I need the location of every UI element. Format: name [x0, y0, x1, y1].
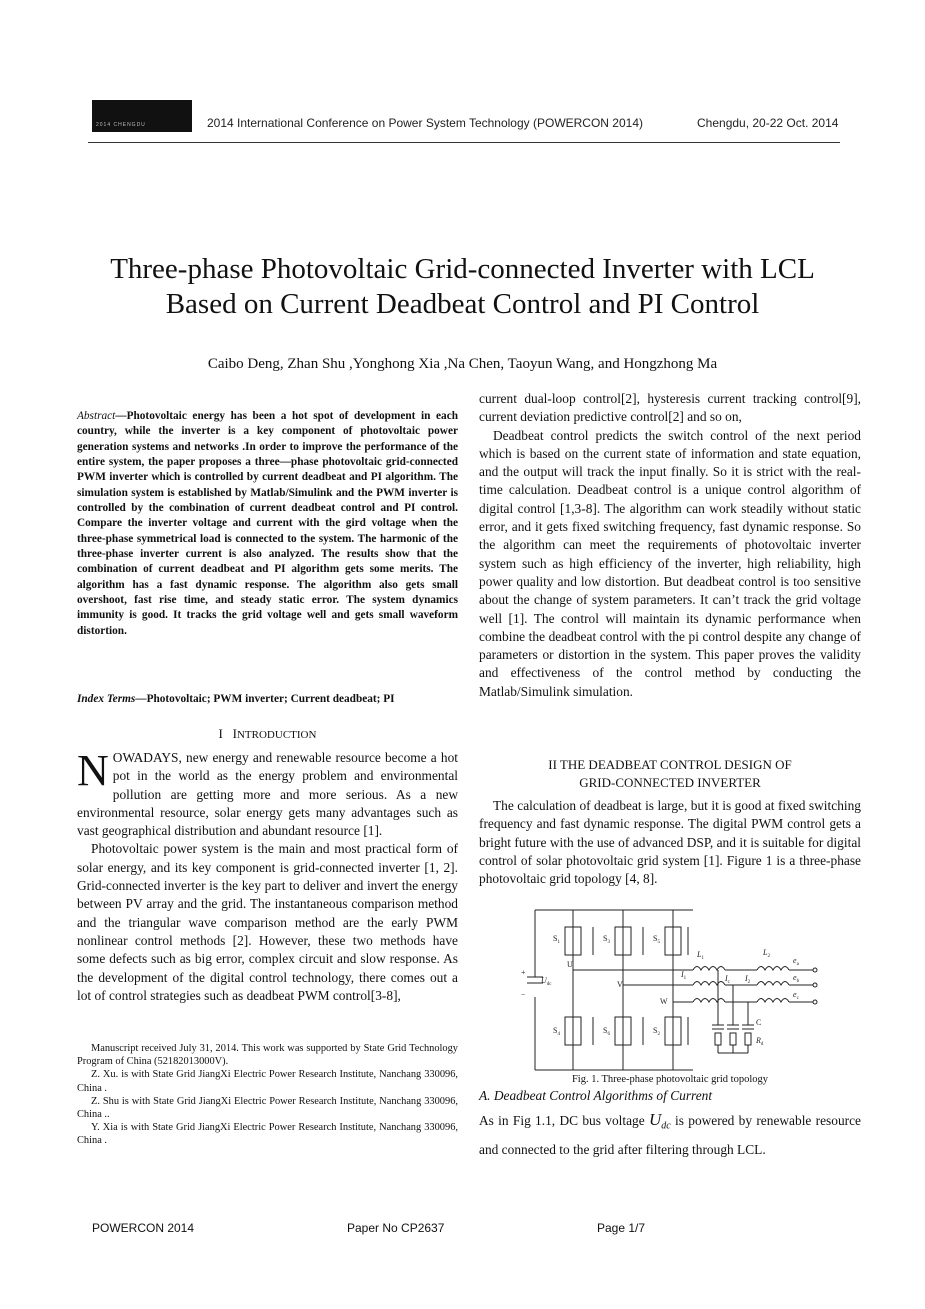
figure-1-caption: Fig. 1. Three-phase photovoltaic grid topology — [571, 1074, 769, 1085]
label-u: U — [567, 960, 573, 969]
label-s5: $S_5$ — [653, 934, 660, 945]
footnote-author-1: Z. Xu. is with State Grid JiangXi Electric Power Research Institute, Nanchang 330096, China . — [77, 1069, 458, 1094]
footer-paper-number: Paper No CP2637 — [347, 1221, 445, 1235]
section2-line-1: II THE DEADBEAT CONTROL DESIGN OF — [548, 757, 792, 772]
right-paragraph-1: Deadbeat control predicts the switch control of the next period which is based on the current state of information and state equation, and the output will track the input finally. So it is strict with the real-time calculation. Deadbeat control is a unique control algorithm of digital control [1,3-8]. The algorithm can work steadily without static error, and it gets fixed switching frequency, fast dynamic response. So the algorithm can meet the requirements of photovoltaic inverter system such as high efficiency of the inverter, high reliability, high power quality and low distortion. But deadbeat control is too sensitive about the change of system parameters. It can’t track the grid voltage well [1]. The control will maintain its dynamic performance when combine the deadbeat control with the pi control despite any change of parameters or distortion in the system. This paper proves the validity and effectiveness of the control method by conducting the Matlab/Simulink simulation. — [479, 427, 861, 699]
figure-1-topology — [513, 905, 823, 1075]
label-i2: $I_2$ — [745, 974, 751, 985]
index-terms — [77, 693, 458, 705]
intro-body — [77, 746, 458, 1005]
section-heading-introduction — [77, 726, 458, 742]
label-l1: $L_1$ — [697, 950, 704, 961]
label-v: V — [617, 980, 623, 989]
right-paragraph-0: current dual-loop control[2], hysteresis current tracking control[9], current deviation predictive control[2] and so on, — [479, 391, 861, 425]
abstract-label: Abstract — [77, 410, 116, 422]
label-w: W — [660, 997, 668, 1006]
title-line-1: Three-phase Photovoltaic Grid-connected Inverter with LCL — [110, 253, 815, 285]
header-rule — [88, 142, 840, 143]
footnote-manuscript: Manuscript received July 31, 2014. This work was supported by State Grid Technology Program of China (52182013000V). — [77, 1043, 458, 1068]
intro-paragraph-1: NOWADAYS, new energy and renewable resource become a hot pot in the world as the energy problem and environmental pollution are getting more and more serious. As a new environmental resource, solar energy gets many advantages such as vast geographical distribution and abundant resource [1]. — [77, 746, 458, 839]
label-l2: $L_2$ — [763, 948, 770, 959]
index-terms-text: —Photovoltaic; PWM inverter; Current deadbeat; PI — [135, 693, 395, 705]
index-terms-label: Index Terms — [77, 693, 136, 705]
section-numeral: I — [218, 726, 223, 741]
label-ec: $e_c$ — [793, 990, 799, 1001]
label-s4: $S_4$ — [553, 1026, 560, 1037]
abstract — [77, 409, 458, 639]
subsection-paragraph: As in Fig 1.1, DC bus voltage $U_{dc}$ is powered by renewable resource and connected to the grid after filtering through LCL. — [479, 1110, 862, 1157]
footer-conference: POWERCON 2014 — [92, 1221, 195, 1235]
footnote-author-2: Z. Shu is with State Grid JiangXi Electric Power Research Institute, Nanchang 330096, China .. — [77, 1095, 458, 1121]
conference-logo — [92, 100, 192, 132]
right-column-text — [479, 390, 861, 701]
intro-paragraph-2: Photovoltaic power system is the main and most practical form of solar energy, and its key component is grid-connected inverter [1, 2]. Grid-connected inverter is the key part to deliver and invert the energy between PV array and the grid. The instantaneous comparison method and the triangular wave comparison method are the early PWM nonlinear control methods [2]. However, these two methods have some defects such as big error, complex circuit and slow response. As the development of the digital control technology, there comes out a lot of control strategies such as deadbeat PWM control[3-8], — [77, 841, 458, 1003]
abstract-text: —Photovoltaic energy has been a hot spot of development in each country, while the inverter is a key component of photovoltaic power generation systems and networks .In order to improve the performance of the entire system, the paper proposes a three—phase photovoltaic grid-connected PWM inverter which is controlled by current deadbeat and PI algorithm. The simulation system is established by Matlab/Simulink and the PWM inverter is controlled by the combination of current deadbeat control and PI control. Compare the inverter voltage and current with the gird voltage when the three-phase symmetrical load is connected to the system. The harmonic of the three-phase inverter current is also analyzed. The results show that the combination of current deadbeat and PI algorithm gets some merits. The algorithm has a fast dynamic response. The algorithm also gets small overshoot, fast rise time, and steady static error. The system dynamics immunity is good. It tracks the grid voltage well and gets small waveform distortion. — [77, 410, 458, 637]
label-minus: − — [521, 990, 526, 999]
footnotes — [77, 1042, 458, 1148]
paper-title — [80, 252, 845, 322]
title-line-2: Based on Current Deadbeat Control and PI Control — [165, 288, 760, 320]
footnote-author-3: Y. Xia is with State Grid JiangXi Electric Power Research Institute, Nanchang 330096, China . — [77, 1122, 458, 1147]
label-c: C — [756, 1018, 762, 1027]
label-ea: $e_a$ — [793, 956, 799, 967]
section2-line-2: GRID-CONNECTED INVERTER — [579, 775, 761, 790]
section-cap: I — [232, 726, 237, 741]
label-udc: $U_{dc}$ — [541, 976, 552, 987]
label-s3: $S_3$ — [603, 934, 610, 945]
conference-location: Chengdu, 20-22 Oct. 2014 — [697, 116, 839, 130]
conference-name: 2014 International Conference on Power System Technology (POWERCON 2014) — [207, 116, 644, 130]
section2-body — [479, 797, 861, 888]
drop-cap: N — [77, 746, 109, 795]
author-list: Caibo Deng, Zhan Shu ,Yonghong Xia ,Na Chen, Taoyun Wang, and Hongzhong Ma — [207, 356, 718, 372]
label-s2: $S_2$ — [653, 1026, 660, 1037]
section-heading-deadbeat — [479, 756, 861, 792]
label-rd: $R_d$ — [756, 1036, 764, 1047]
logo-text: 2014 CHENGDU — [96, 122, 146, 128]
label-s1: $S_1$ — [553, 934, 560, 945]
label-s6: $S_6$ — [603, 1026, 610, 1037]
label-plus: + — [521, 968, 526, 977]
footer-page-number: Page 1/7 — [597, 1221, 646, 1235]
label-i1: $I_1$ — [681, 970, 687, 981]
section-rest: NTRODUCTION — [236, 729, 317, 741]
subsection-heading: A. Deadbeat Control Algorithms of Current — [479, 1088, 713, 1103]
label-eb: $e_b$ — [793, 973, 800, 984]
section2-paragraph: The calculation of deadbeat is large, but it is good at fixed switching frequency and fast dynamic response. The digital PWM control gets a bright future with the use of advanced DSP, and it is suitable for digital control of solar photovoltaic grid system [1]. Figure 1 is a three-phase photovoltaic grid topology [4, 8]. — [479, 798, 861, 887]
label-ic: $I_c$ — [725, 974, 730, 985]
